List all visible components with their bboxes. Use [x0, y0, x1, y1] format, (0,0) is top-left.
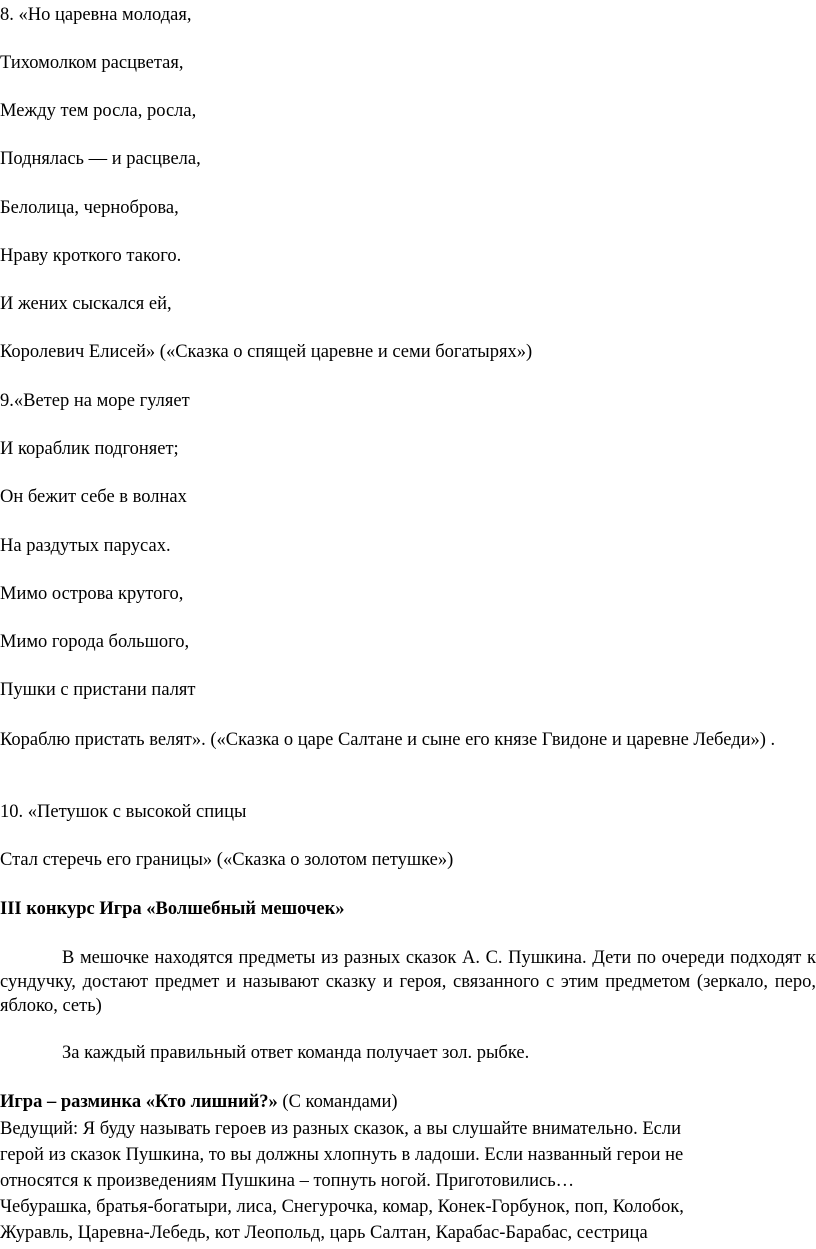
poem9-line-4: На раздутых парусах. — [0, 536, 171, 556]
poem8-line-3: Между тем росла, росла, — [0, 101, 197, 121]
poem9-last-line: Кораблю пристать велят». («Сказка о царе Салтане и сыне его князе Гвидоне и царевне Лебеди») . — [0, 730, 776, 750]
poem8-line-1: 8. «Но царевна молодая, — [0, 5, 192, 25]
contest3-paragraph-1-text: В мешочке находятся предметы из разных сказок А. С. Пушкина. Дети по очереди подходят к сундучку, достают предмет и называют сказку и героя, связанного с этим предметом (зеркало, перо, яблоко, сеть) — [0, 948, 816, 1016]
warmup-title-bold: Игра – разминка «Кто лишний?» — [0, 1092, 278, 1112]
poem9-line-3: Он бежит себе в волнах — [0, 487, 187, 507]
poem9-line-7: Пушки с пристани палят — [0, 680, 196, 700]
poem8-line-5: Белолица, черноброва, — [0, 198, 179, 218]
warmup-text — [0, 1116, 816, 1246]
poem10-line-1: 10. «Петушок с высокой спицы — [0, 802, 247, 822]
warmup-line-1: Ведущий: Я буду называть героев из разных сказок, а вы слушайте внимательно. Если — [0, 1119, 681, 1139]
poem9-line-6: Мимо города большого, — [0, 632, 190, 652]
contest3-title: III конкурс Игра «Волшебный мешочек» — [0, 899, 345, 919]
warmup-title-rest: (С командами) — [277, 1092, 398, 1112]
poem9-line-5: Мимо острова крутого, — [0, 584, 184, 604]
warmup-line-5: Журавль, Царевна-Лебедь, кот Леопольд, царь Салтан, Карабас-Барабас, сестрица — [0, 1223, 648, 1243]
poem8-line-2: Тихомолком расцветая, — [0, 53, 184, 73]
contest3-paragraph-2: За каждый правильный ответ команда получает зол. рыбке. — [62, 1043, 530, 1063]
poem8-line-8: Королевич Елисей» («Сказка о спящей царевне и семи богатырях») — [0, 342, 533, 362]
poem8-line-6: Нраву кроткого такого. — [0, 246, 182, 266]
poem9-line-1: 9.«Ветер на море гуляет — [0, 391, 190, 411]
poem8-line-4: Поднялась — и расцвела, — [0, 149, 201, 169]
poem8-line-7: И жених сыскался ей, — [0, 294, 172, 314]
warmup-line-2: герой из сказок Пушкина, то вы должны хлопнуть в ладоши. Если названный герои не — [0, 1145, 684, 1165]
warmup-title — [0, 1091, 398, 1113]
poem10-line-2: Стал стеречь его границы» («Сказка о золотом петушке») — [0, 850, 454, 870]
contest3-paragraph-1 — [0, 946, 816, 1018]
warmup-line-4: Чебурашка, братья-богатыри, лиса, Снегурочка, комар, Конек-Горбунок, поп, Колобок, — [0, 1197, 684, 1217]
warmup-line-3: относятся к произведениям Пушкина – топнуть ногой. Приготовились… — [0, 1171, 575, 1191]
poem9-line-2: И кораблик подгоняет; — [0, 439, 179, 459]
